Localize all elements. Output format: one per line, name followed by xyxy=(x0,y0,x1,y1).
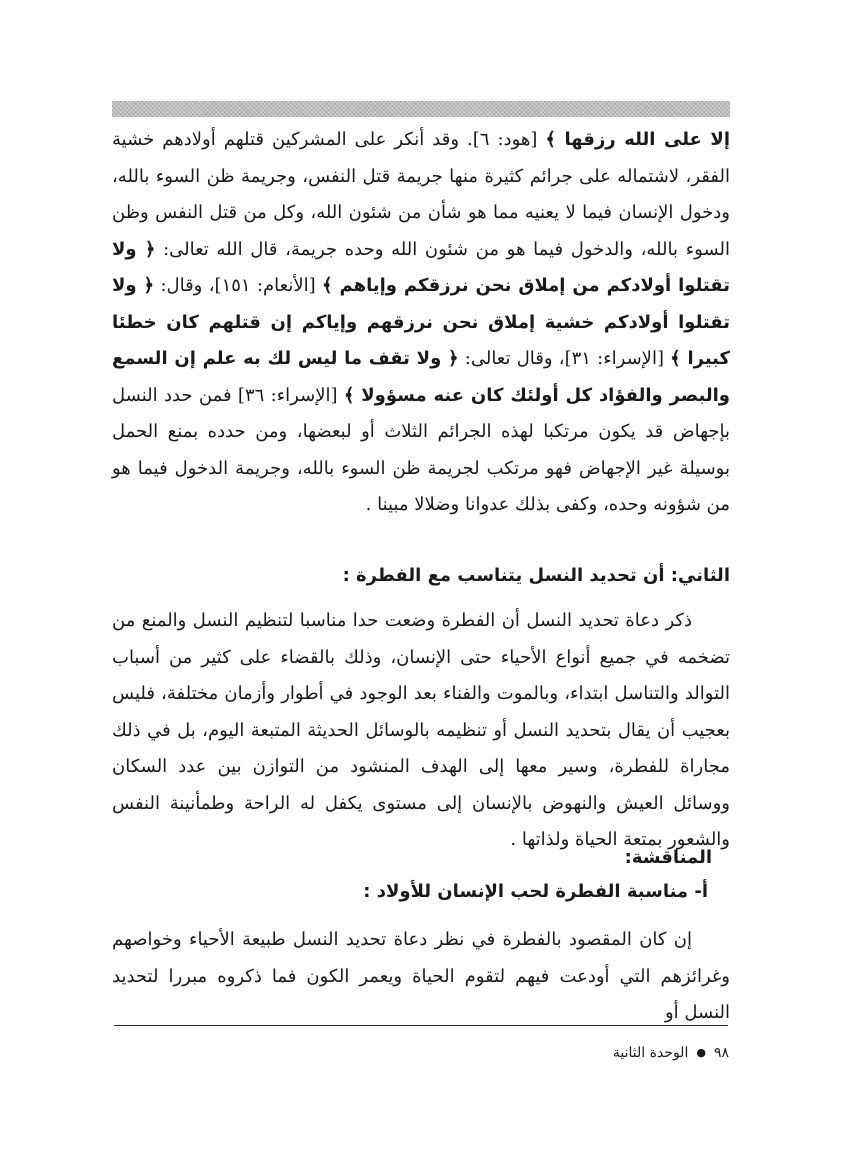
subheading-fitra: أ- مناسبة الفطرة لحب الإنسان للأولاد : xyxy=(363,881,708,902)
quran-verse-segment: ﴿ ولا تقتلوا أولادكم من إملاق نحن نرزقكم وإياهم ﴾ xyxy=(112,238,730,296)
page-number: ٩٨ xyxy=(713,1045,729,1061)
header-pattern-band xyxy=(112,101,730,117)
paragraph-3 xyxy=(112,922,730,1032)
body-text-segment: [الأنعام: ١٥١]، وقال: xyxy=(154,275,323,296)
body-text: ذكر دعاة تحديد النسل أن الفطرة وضعت حدا مناسبا لتنظيم النسل والمنع من تضخمه في جميع أنواع الأحياء حتى الإنسان، وذلك بالقضاء على كثير من أسباب التوالد والتناسل ابتداء، وبالموت والفناء بعد الوجود في أطوار وأزمان مختلفة، فليس بعجيب أن يقال بتحديد النسل أو تنظيمه بالوسائل الحديثة المتبعة اليوم، بل في ذلك مجاراة للفطرة، وسير معها إلى الهدف المنشود من التوازن بين عدد السكان ووسائل العيش والنهوض بالإنسان إلى مستوى يكفل له الراحة وطمأنينة النفس والشعور بمتعة الحياة ولذاتها . xyxy=(112,610,730,850)
paragraph-2 xyxy=(112,603,730,859)
section-heading-second: الثاني: أن تحديد النسل يتناسب مع الفطرة : xyxy=(342,565,730,586)
body-text-segment: [هود: ٦]. وقد أنكر على المشركين قتلهم أولادهم خشية الفقر، لاشتماله على جرائم كثيرة منها جريمة قتل النفس، وجريمة ظن السوء بالله، ودخول الإنسان فيما لا يعنيه مما هو شأن من شئون الله، وكل من قتل النفس وظن السوء بالله، والدخول فيما هو من شئون الله وحده جريمة، قال الله تعالى: xyxy=(112,129,730,260)
paragraph-1 xyxy=(112,122,730,524)
footer-rule xyxy=(114,1025,728,1026)
quran-verse-segment: ﴿ ولا تقف ما ليس لك به علم إن السمع والبصر والفؤاد كل أولئك كان عنه مسؤولا ﴾ xyxy=(112,348,730,406)
page-footer xyxy=(613,1043,729,1063)
body-text-segment: [الإسراء: ٣١]، وقال تعالى: xyxy=(458,348,671,369)
discussion-heading: المناقشة: xyxy=(624,847,712,868)
body-text-segment: [الإسراء: ٣٦] فمن حدد النسل بإجهاض قد يكون مرتكبا لهذه الجرائم الثلاث أو لبعضها، ومن حدده بمنع الحمل بوسيلة غير الإجهاض فهو مرتكب لجريمة ظن السوء بالله، وجريمة الدخول فيما هو من شؤونه وحده، وكفى بذلك عدوانا وضلالا مبينا . xyxy=(112,384,730,515)
section-title: الوحدة الثانية xyxy=(612,1045,689,1061)
quran-verse-segment: إلا على الله رزقها ﴾ xyxy=(545,129,730,150)
quran-verse-segment: ﴿ ولا تقتلوا أولادكم خشية إملاق نحن نرزقهم وإياكم إن قتلهم كان خطئا كبيرا ﴾ xyxy=(112,275,730,369)
body-text: إن كان المقصود بالفطرة في نظر دعاة تحديد النسل طبيعة الأحياء وخواصهم وغرائزهم التي أودعت فيهم لتقوم الحياة ويعمر الكون فما ذكروه مبررا لتحديد النسل أو xyxy=(112,929,730,1023)
bullet-icon: ● xyxy=(696,1046,706,1059)
